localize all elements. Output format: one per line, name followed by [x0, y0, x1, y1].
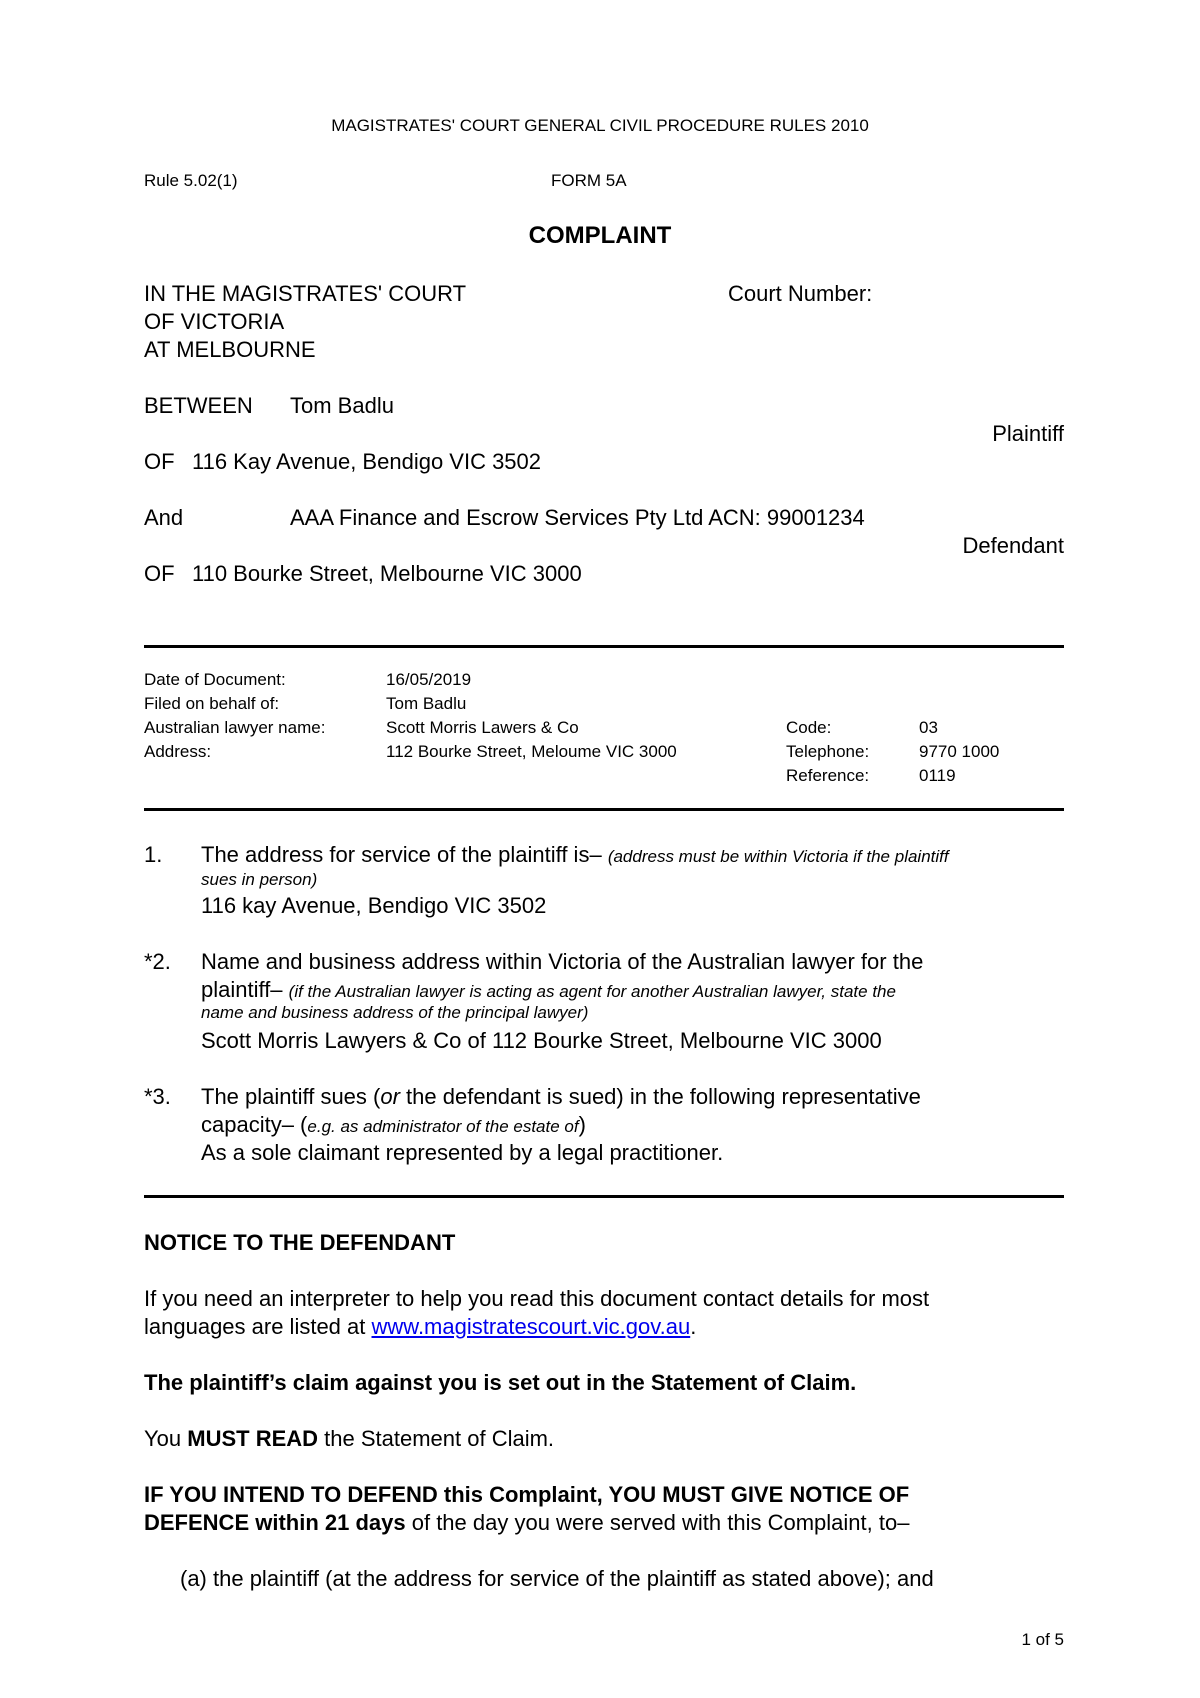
item-2-value: Scott Morris Lawyers & Co of 112 Bourke Street, Melbourne VIC 3000 [201, 1028, 882, 1053]
date-value: 16/05/2019 [386, 670, 472, 689]
date-label: Date of Document: [144, 670, 286, 689]
interpreter-period: . [690, 1314, 697, 1339]
item-1-note: (address must be within Victoria if the plaintiff [607, 847, 949, 866]
item-2-note-cont: name and business address of the principal lawyer) [201, 1003, 589, 1022]
plaintiff-role: Plaintiff [992, 421, 1064, 446]
divider [144, 645, 1064, 648]
address-label: Address: [144, 742, 212, 761]
filed-label: Filed on behalf of: [144, 694, 280, 713]
court-line-1: IN THE MAGISTRATES' COURT [144, 281, 467, 306]
court-number-label: Court Number: [728, 281, 873, 306]
item-2-number: *2. [144, 949, 171, 974]
telephone-value: 9770 1000 [919, 742, 1000, 761]
item-1-number: 1. [144, 842, 163, 867]
defend-line-1: IF YOU INTEND TO DEFEND this Complaint, YOU MUST GIVE NOTICE OF [144, 1482, 910, 1507]
telephone-label: Telephone: [786, 742, 870, 761]
notice-heading: NOTICE TO THE DEFENDANT [144, 1230, 456, 1255]
defendant-role: Defendant [962, 533, 1064, 558]
item-3-note: e.g. as administrator of the estate of [307, 1117, 579, 1136]
page-number: 1 of 5 [1021, 1630, 1064, 1649]
rule-reference: Rule 5.02(1) [144, 171, 238, 190]
item-3-text [201, 1084, 921, 1110]
and-label: And [144, 505, 184, 530]
court-line-3: AT MELBOURNE [144, 337, 316, 362]
plaintiff-address: 116 Kay Avenue, Bendigo VIC 3502 [192, 449, 542, 474]
item-3-text-a: The plaintiff sues ( [201, 1084, 381, 1109]
address-value: 112 Bourke Street, Meloume VIC 3000 [386, 742, 677, 761]
court-website-link[interactable]: www.magistratescourt.vic.gov.au [371, 1314, 691, 1339]
item-3-or: or [380, 1084, 400, 1109]
must-read-emphasis: MUST READ [187, 1426, 319, 1451]
item-3-capacity: capacity– ( [201, 1112, 308, 1137]
item-2-text-cont [201, 977, 896, 1003]
court-line-2: OF VICTORIA [144, 309, 285, 334]
must-read-prefix: You [144, 1426, 188, 1451]
item-3-value: As a sole claimant represented by a legal practitioner. [201, 1140, 724, 1165]
plaintiff-of-label: OF [144, 449, 175, 474]
item-1-value: 116 kay Avenue, Bendigo VIC 3502 [201, 893, 547, 918]
item-2-label: plaintiff– [201, 977, 283, 1002]
defend-rest: of the day you were served with this Complaint, to– [405, 1510, 910, 1535]
item-1-note-cont: sues in person) [201, 870, 318, 889]
must-read-suffix: the Statement of Claim. [318, 1426, 555, 1451]
plaintiff-name: Tom Badlu [290, 393, 394, 418]
divider [144, 1195, 1064, 1198]
code-value: 03 [919, 718, 938, 737]
page-title: COMPLAINT [528, 222, 672, 249]
rules-title: MAGISTRATES' COURT GENERAL CIVIL PROCEDURE RULES 2010 [331, 116, 869, 135]
code-label: Code: [786, 718, 832, 737]
item-1-text [201, 842, 949, 868]
interpreter-text: languages are listed at [144, 1314, 372, 1339]
defend-deadline: DEFENCE within 21 days [144, 1510, 406, 1535]
interpreter-line-2 [144, 1314, 696, 1340]
lawyer-value: Scott Morris Lawers & Co [386, 718, 579, 737]
item-3-text-cont [201, 1112, 586, 1138]
reference-value: 0119 [919, 766, 956, 785]
item-1-label: The address for service of the plaintiff is– [201, 842, 602, 867]
defendant-name: AAA Finance and Escrow Services Pty Ltd ACN: 99001234 [290, 505, 865, 530]
divider [144, 808, 1064, 811]
claim-statement: The plaintiff’s claim against you is set out in the Statement of Claim. [144, 1370, 857, 1395]
form-number: FORM 5A [551, 171, 627, 190]
defend-line-2 [144, 1510, 909, 1536]
must-read-line [144, 1426, 554, 1452]
lawyer-label: Australian lawyer name: [144, 718, 326, 737]
defendant-address: 110 Bourke Street, Melbourne VIC 3000 [192, 561, 582, 586]
interpreter-line-1: If you need an interpreter to help you read this document contact details for most [144, 1286, 930, 1311]
filed-value: Tom Badlu [386, 694, 467, 713]
item-2-note: (if the Australian lawyer is acting as agent for another Australian lawyer, state the [288, 982, 896, 1001]
item-2-text: Name and business address within Victoria of the Australian lawyer for the [201, 949, 924, 974]
item-3-text-b: the defendant is sued) in the following representative [399, 1084, 921, 1109]
item-3-close: ) [578, 1112, 586, 1137]
notice-item-a: (a) the plaintiff (at the address for service of the plaintiff as stated above); and [180, 1566, 934, 1591]
reference-label: Reference: [786, 766, 870, 785]
between-label: BETWEEN [144, 393, 253, 418]
defendant-of-label: OF [144, 561, 175, 586]
item-3-number: *3. [144, 1084, 171, 1109]
